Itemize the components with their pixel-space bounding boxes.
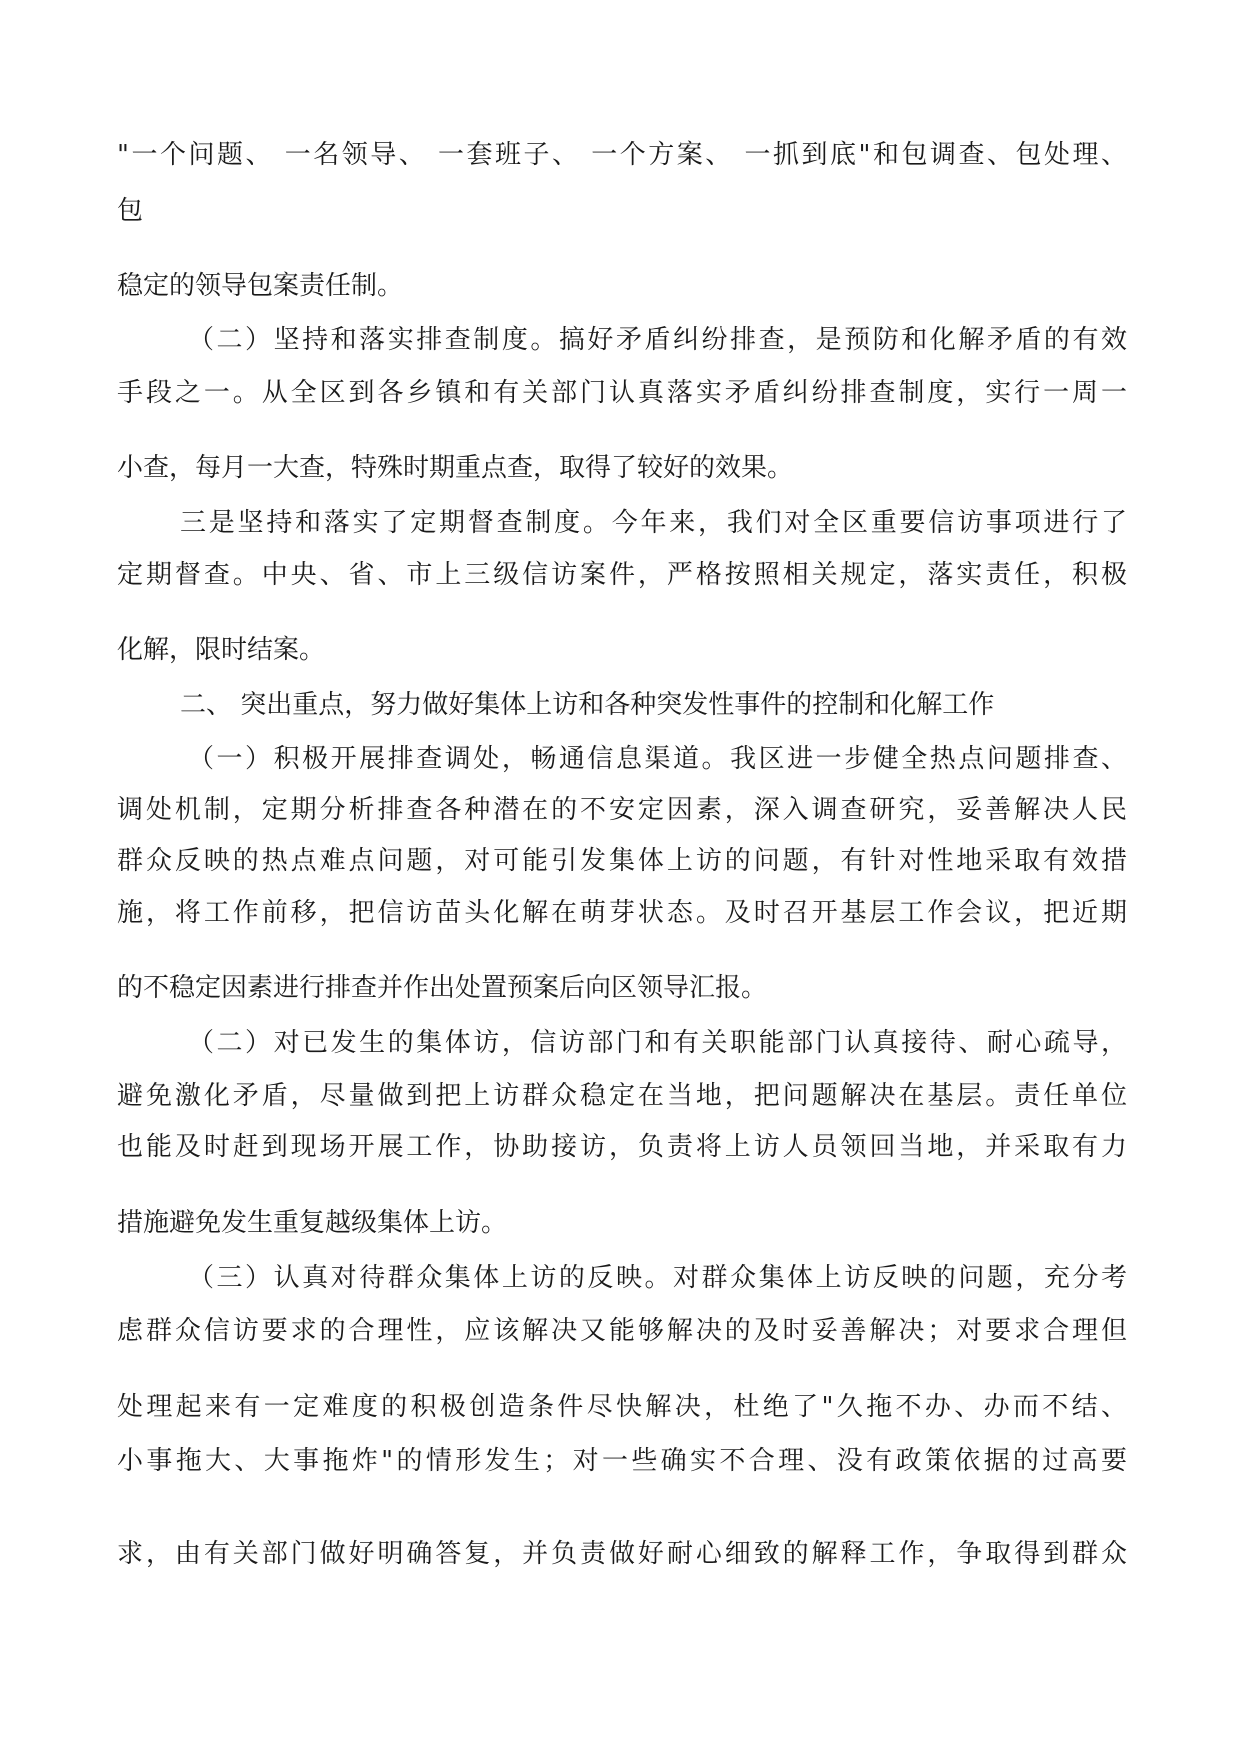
text-line: （三）认真对待群众集体上访的反映。对群众集体上访反映的问题，充分考 — [188, 1263, 1127, 1293]
text-line: 的不稳定因素进行排查并作出处置预案后向区领导汇报。 — [117, 973, 768, 1003]
text-line: 手段之一。从全区到各乡镇和有关部门认真落实矛盾纠纷排查制度，实行一周一 — [117, 378, 1127, 408]
text-line: 也能及时赶到现场开展工作，协助接访，负责将上访人员领回当地，并采取有力 — [117, 1132, 1127, 1162]
text-line: （二）坚持和落实排查制度。搞好矛盾纠纷排查，是预防和化解矛盾的有效 — [188, 325, 1127, 355]
text-line: 施，将工作前移，把信访苗头化解在萌芽状态。及时召开基层工作会议，把近期 — [117, 898, 1127, 928]
text-line: 处理起来有一定难度的积极创造条件尽快解决，杜绝了"久拖不办、办而不结、 — [117, 1392, 1127, 1422]
text-line: 稳定的领导包案责任制。 — [117, 271, 404, 301]
text-line: 虑群众信访要求的合理性，应该解决又能够解决的及时妥善解决；对要求合理但 — [117, 1316, 1127, 1346]
text-line: 措施避免发生重复越级集体上访。 — [117, 1208, 508, 1238]
text-line: 化解，限时结案。 — [117, 635, 326, 665]
text-line: 定期督查。中央、省、市上三级信访案件，严格按照相关规定，落实责任，积极 — [117, 560, 1127, 590]
text-line: 调处机制，定期分析排查各种潜在的不安定因素，深入调查研究，妥善解决人民 — [117, 795, 1127, 825]
text-line: 求，由有关部门做好明确答复，并负责做好耐心细致的解释工作，争取得到群众 — [117, 1539, 1127, 1569]
text-line: 三是坚持和落实了定期督查制度。今年来，我们对全区重要信访事项进行了 — [180, 508, 1127, 538]
text-line: "一个问题、 一名领导、 一套班子、 一个方案、 一抓到底"和包调查、包处理、 — [117, 140, 1127, 170]
text-line: 包 — [117, 196, 144, 226]
text-line: 避免激化矛盾，尽量做到把上访群众稳定在当地，把问题解决在基层。责任单位 — [117, 1081, 1127, 1111]
text-line: （一）积极开展排查调处，畅通信息渠道。我区进一步健全热点问题排查、 — [188, 744, 1127, 774]
text-line: （二）对已发生的集体访，信访部门和有关职能部门认真接待、耐心疏导， — [188, 1028, 1127, 1058]
text-line: 小事拖大、大事拖炸"的情形发生；对一些确实不合理、没有政策依据的过高要 — [117, 1446, 1127, 1476]
section-heading: 二、 突出重点，努力做好集体上访和各种突发性事件的控制和化解工作 — [180, 690, 995, 720]
text-line: 小查，每月一大查，特殊时期重点查，取得了较好的效果。 — [117, 453, 794, 483]
text-line: 群众反映的热点难点问题，对可能引发集体上访的问题，有针对性地采取有效措 — [117, 846, 1127, 876]
